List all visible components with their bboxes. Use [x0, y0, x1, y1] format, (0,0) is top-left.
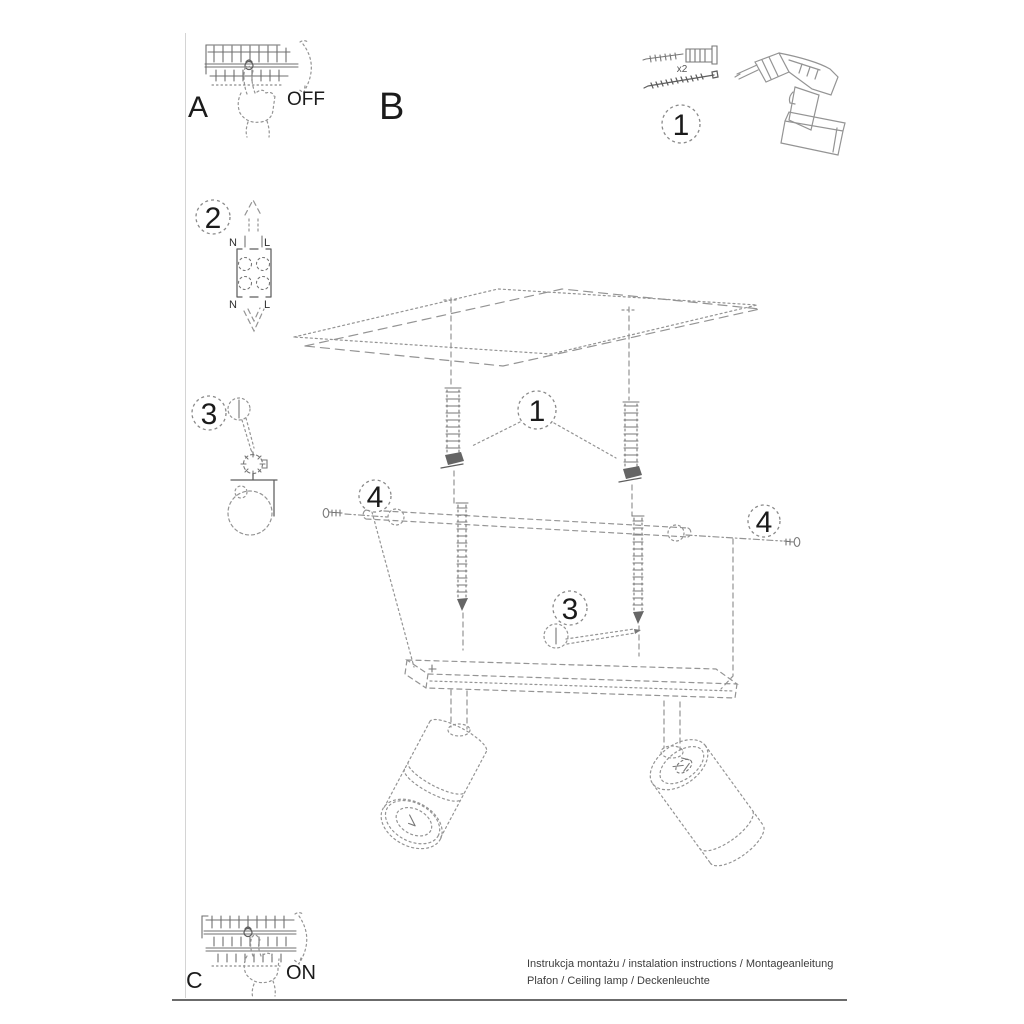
terminal-screw-hole — [239, 277, 252, 290]
left-spotlight — [373, 690, 491, 859]
footer-title-line: Instrukcja montażu / instalation instructions / Montageanleitung — [527, 958, 834, 970]
breaker-panel-icon — [205, 45, 298, 85]
breaker-panel-icon — [202, 916, 296, 966]
mounting-bracket-icon — [228, 474, 277, 535]
mains-cable-arrow-icon — [245, 200, 262, 247]
left-anchor-screw-head — [445, 452, 464, 465]
left-anchor-assembly — [441, 298, 464, 503]
breaker-toggle-icon — [245, 62, 253, 70]
terminal-top-live-label: L — [263, 237, 271, 249]
screwdriver-tip — [634, 629, 641, 634]
left-spot-head — [373, 713, 491, 858]
terminal-bottom-live-label: L — [263, 299, 271, 311]
step-b-label: B — [379, 86, 405, 128]
right-spotlight — [641, 701, 771, 874]
screwdriver-icon — [228, 398, 254, 455]
terminal-screw-hole — [257, 277, 270, 290]
right-spot-head — [641, 729, 771, 873]
drill-icon — [735, 53, 845, 155]
step-marker-tighten: 3 — [561, 593, 579, 626]
breaker-toggle-icon — [244, 929, 252, 937]
right-spot-open-rim — [641, 729, 717, 800]
wall-plug-with-screw-icon — [643, 46, 717, 64]
canopy-screw-cross — [429, 665, 436, 672]
step-marker-side-right: 4 — [755, 506, 773, 539]
switch-motion-arc-icon — [298, 41, 311, 93]
right-anchor-screw-head — [623, 466, 642, 479]
footer-product-line: Plafon / Ceiling lamp / Deckenleuchte — [527, 975, 710, 987]
left-screw-arrow — [457, 598, 468, 611]
right-long-screw-icon — [632, 516, 644, 656]
terminal-top-neutral-label: N — [229, 237, 237, 249]
lamp-canopy — [405, 660, 737, 698]
step-marker-side-left: 4 — [366, 481, 384, 514]
kit-step-1 — [643, 46, 845, 155]
step-a-illustration — [188, 41, 325, 137]
terminal-bottom-neutral-label: N — [229, 299, 237, 311]
right-screw-arrow — [633, 611, 644, 624]
terminal-screw-hole — [257, 258, 270, 271]
step-marker-kit: 1 — [672, 109, 690, 142]
canopy-outline-hole — [228, 491, 272, 535]
right-side-screw-icon — [686, 535, 800, 547]
ceiling-plane — [294, 289, 760, 366]
power-off-label: OFF — [287, 89, 325, 110]
kit-quantity-label: x2 — [676, 64, 688, 75]
switch-motion-arc-icon — [293, 913, 307, 964]
step-c-illustration — [186, 913, 316, 998]
left-long-screw-icon — [456, 503, 468, 650]
step-marker-anchors: 1 — [528, 395, 546, 428]
assembly-screwdriver-icon — [544, 624, 641, 648]
left-strap-leader-line — [372, 512, 414, 667]
power-on-label: ON — [286, 962, 316, 984]
terminal-block-icon — [237, 249, 271, 297]
main-assembly — [294, 289, 800, 874]
step-marker-wiring: 2 — [204, 202, 222, 235]
step-2-wiring — [196, 200, 271, 331]
step-marker-bracket: 3 — [200, 398, 218, 431]
step-c-label: C — [186, 967, 203, 993]
step-a-label: A — [188, 91, 209, 124]
lamp-cable-arrow-icon — [244, 308, 264, 331]
terminal-screw-hole — [239, 258, 252, 271]
right-anchor-assembly — [619, 307, 642, 516]
step-3-bracket — [192, 396, 277, 535]
right-strap-leader-line — [721, 539, 733, 689]
terminal-screw-icon — [241, 452, 267, 476]
